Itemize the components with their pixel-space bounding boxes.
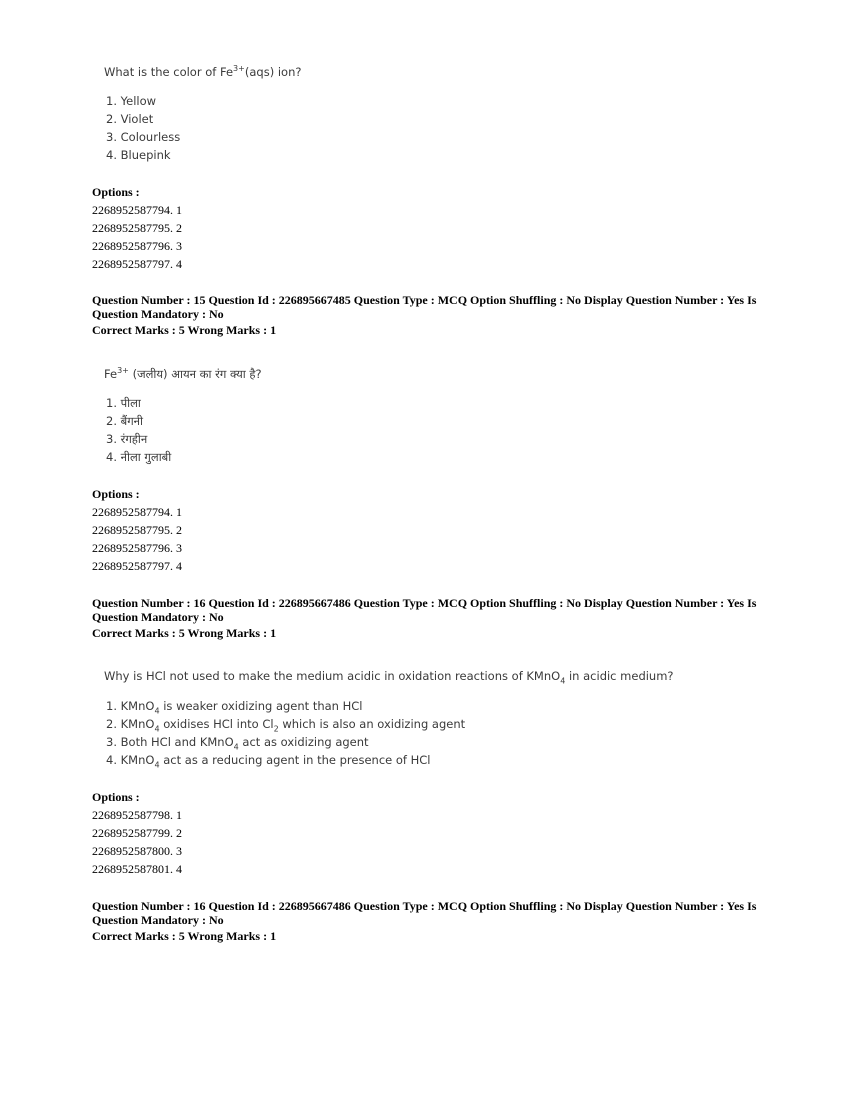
answer-choices: [106, 92, 180, 164]
option-id: 2268952587797. 4: [92, 257, 182, 271]
meta-line: Question Mandatory : No: [92, 306, 224, 321]
answer-choice: 1. पीला: [106, 396, 141, 410]
answer-choice: 2. बैंगनी: [106, 414, 144, 428]
answer-choice: 4. KMnO$_4$ act as a reducing agent in the presence of HCl: [106, 753, 431, 770]
option-id: 2268952587795. 2: [92, 523, 182, 537]
options-label: Options :: [92, 487, 140, 501]
option-id-list: [92, 503, 182, 575]
answer-choice: 4. Bluepink: [106, 148, 171, 162]
question-stem: What is the color of $Fe^{3+}(aqs)$ ion?: [104, 64, 302, 79]
meta-line: Question Mandatory : No: [92, 609, 224, 624]
option-id: 2268952587794. 1: [92, 505, 182, 519]
answer-choices: [106, 697, 465, 769]
option-id-list: [92, 201, 182, 273]
answer-choice: 4. नीला गुलाबी: [106, 450, 172, 464]
option-id: 2268952587798. 1: [92, 808, 182, 822]
meta-line: Question Number : 16 Question Id : 226895667486 Question Type : MCQ Option Shuffling : No Display Question Number : Yes Is: [92, 596, 757, 610]
marks-line: Correct Marks : 5 Wrong Marks : 1: [92, 323, 277, 337]
answer-choice: 3. Colourless: [106, 130, 181, 144]
option-id: 2268952587796. 3: [92, 541, 182, 555]
answer-choice: 2. KMnO$_4$ oxidises HCl into $Cl_2$ which is also an oxidizing agent: [106, 717, 466, 734]
answer-choice: 3. Both HCl and KMnO$_4$ act as oxidizing agent: [106, 735, 369, 752]
question-stem: $Fe^{3+}$ (जलीय) आयन का रंग क्या है?: [104, 366, 262, 381]
meta-line: Question Number : 15 Question Id : 226895667485 Question Type : MCQ Option Shuffling : No Display Question Number : Yes Is: [92, 293, 757, 307]
marks-line: Correct Marks : 5 Wrong Marks : 1: [92, 929, 277, 943]
option-id: 2268952587801. 4: [92, 862, 182, 876]
option-id: 2268952587796. 3: [92, 239, 182, 253]
question-meta: [92, 900, 762, 944]
answer-choice: 2. Violet: [106, 112, 154, 126]
question-stem: Why is HCl not used to make the medium acidic in oxidation reactions of KMnO$_4$ in acidic medium?: [104, 669, 674, 686]
option-id: 2268952587795. 2: [92, 221, 182, 235]
option-id: 2268952587797. 4: [92, 559, 182, 573]
answer-choice: 1. Yellow: [106, 94, 157, 108]
answer-choice: 3. रंगहीन: [106, 432, 148, 446]
meta-line: Question Mandatory : No: [92, 912, 224, 927]
meta-line: Question Number : 16 Question Id : 226895667486 Question Type : MCQ Option Shuffling : No Display Question Number : Yes Is: [92, 899, 757, 913]
option-id: 2268952587800. 3: [92, 844, 182, 858]
answer-choices: [106, 394, 171, 466]
option-id: 2268952587794. 1: [92, 203, 182, 217]
option-id: 2268952587799. 2: [92, 826, 182, 840]
question-meta: [92, 597, 762, 641]
options-label: Options :: [92, 790, 140, 804]
option-id-list: [92, 806, 182, 878]
question-meta: [92, 294, 762, 338]
answer-choice: 1. KMnO$_4$ is weaker oxidizing agent than HCl: [106, 699, 363, 716]
options-label: Options :: [92, 185, 140, 199]
marks-line: Correct Marks : 5 Wrong Marks : 1: [92, 626, 277, 640]
